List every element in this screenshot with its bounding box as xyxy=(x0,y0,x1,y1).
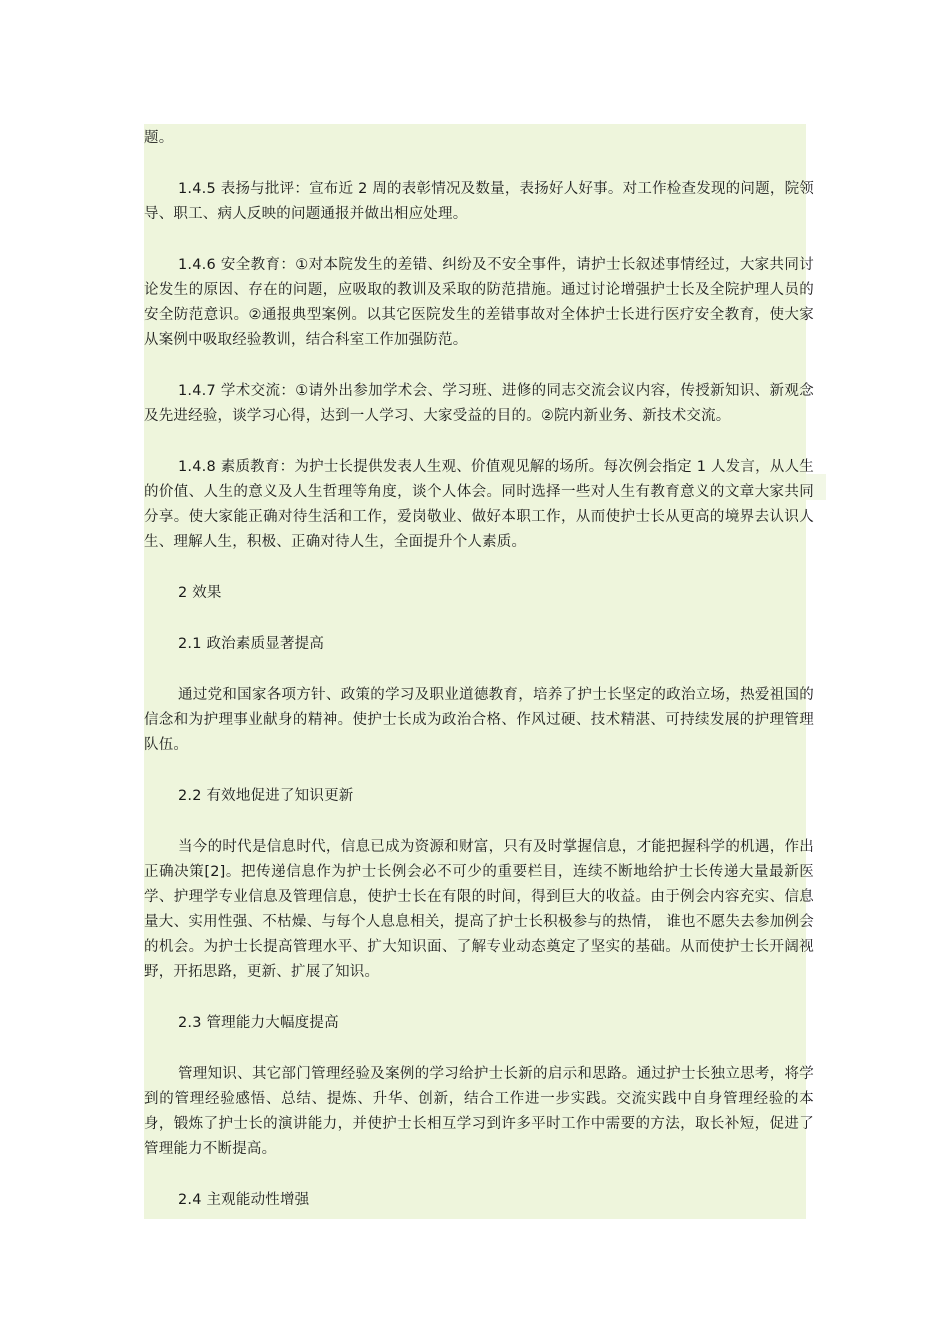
heading-2-4: 2.4 主观能动性增强 xyxy=(178,1192,310,1208)
paragraph-1-4-8: 1.4.8 素质教育：为护士长提供发表人生观、价值观见解的场所。每次例会指定 1 人发言，从人生的价值、人生的意义及人生哲理等角度，谈个人体会。同时选择一些对人生有教育意义的文章大家共同分享。使大家能正确对待生活和工作，爱岗敬业、做好本职工作，从而使护士长从更高的境界去认识人生、理解人生，积极、正确对待人生，全面提升个人素质。 xyxy=(144,459,814,550)
document-body xyxy=(144,126,814,1213)
heading-2-2: 2.2 有效地促进了知识更新 xyxy=(178,788,354,804)
paragraph-1-4-6: 1.4.6 安全教育：①对本院发生的差错、纠纷及不安全事件，请护士长叙述事情经过，大家共同讨论发生的原因、存在的问题，应吸取的教训及采取的防范措施。通过讨论增强护士长及全院护理人员的安全防范意识。②通报典型案例。以其它医院发生的差错事故对全体护士长进行医疗安全教育，使大家从案例中吸取经验教训，结合科室工作加强防范。 xyxy=(144,257,814,348)
heading-2-3: 2.3 管理能力大幅度提高 xyxy=(178,1015,339,1031)
paragraph-2-1: 通过党和国家各项方针、政策的学习及职业道德教育，培养了护士长坚定的政治立场，热爱祖国的信念和为护理事业献身的精神。使护士长成为政治合格、作风过硬、技术精湛、可持续发展的护理管理队伍。 xyxy=(144,687,814,753)
paragraph-2-2: 当今的时代是信息时代，信息已成为资源和财富，只有及时掌握信息，才能把握科学的机遇，作出正确决策[2]。把传递信息作为护士长例会必不可少的重要栏目，连续不断地给护士长传递大量最新医学、护理学专业信息及管理信息，使护士长在有限的时间，得到巨大的收益。由于例会内容充实、信息量大、实用性强、不枯燥、与每个人息息相关，提高了护士长积极参与的热情， 谁也不愿失去参加例会的机会。为护士长提高管理水平、扩大知识面、了解专业动态奠定了坚实的基础。从而使护士长开阔视野，开拓思路，更新、扩展了知识。 xyxy=(144,839,814,980)
paragraph-1-4-7: 1.4.7 学术交流：①请外出参加学术会、学习班、进修的同志交流会议内容，传授新知识、新观念及先进经验，谈学习心得，达到一人学习、大家受益的目的。②院内新业务、新技术交流。 xyxy=(144,383,814,424)
paragraph-2-3: 管理知识、其它部门管理经验及案例的学习给护士长新的启示和思路。通过护士长独立思考，将学到的管理经验感悟、总结、提炼、升华、创新，结合工作进一步实践。交流实践中自身管理经验的本身，锻炼了护士长的演讲能力，并使护士长相互学习到许多平时工作中需要的方法，取长补短，促进了管理能力不断提高。 xyxy=(144,1066,814,1157)
heading-2: 2 效果 xyxy=(178,585,222,601)
heading-2-1: 2.1 政治素质显著提高 xyxy=(178,636,325,652)
paragraph-continuation: 题。 xyxy=(144,130,174,146)
paragraph-1-4-5: 1.4.5 表扬与批评：宣布近 2 周的表彰情况及数量，表扬好人好事。对工作检查发现的问题，院领导、职工、病人反映的问题通报并做出相应处理。 xyxy=(144,181,814,222)
